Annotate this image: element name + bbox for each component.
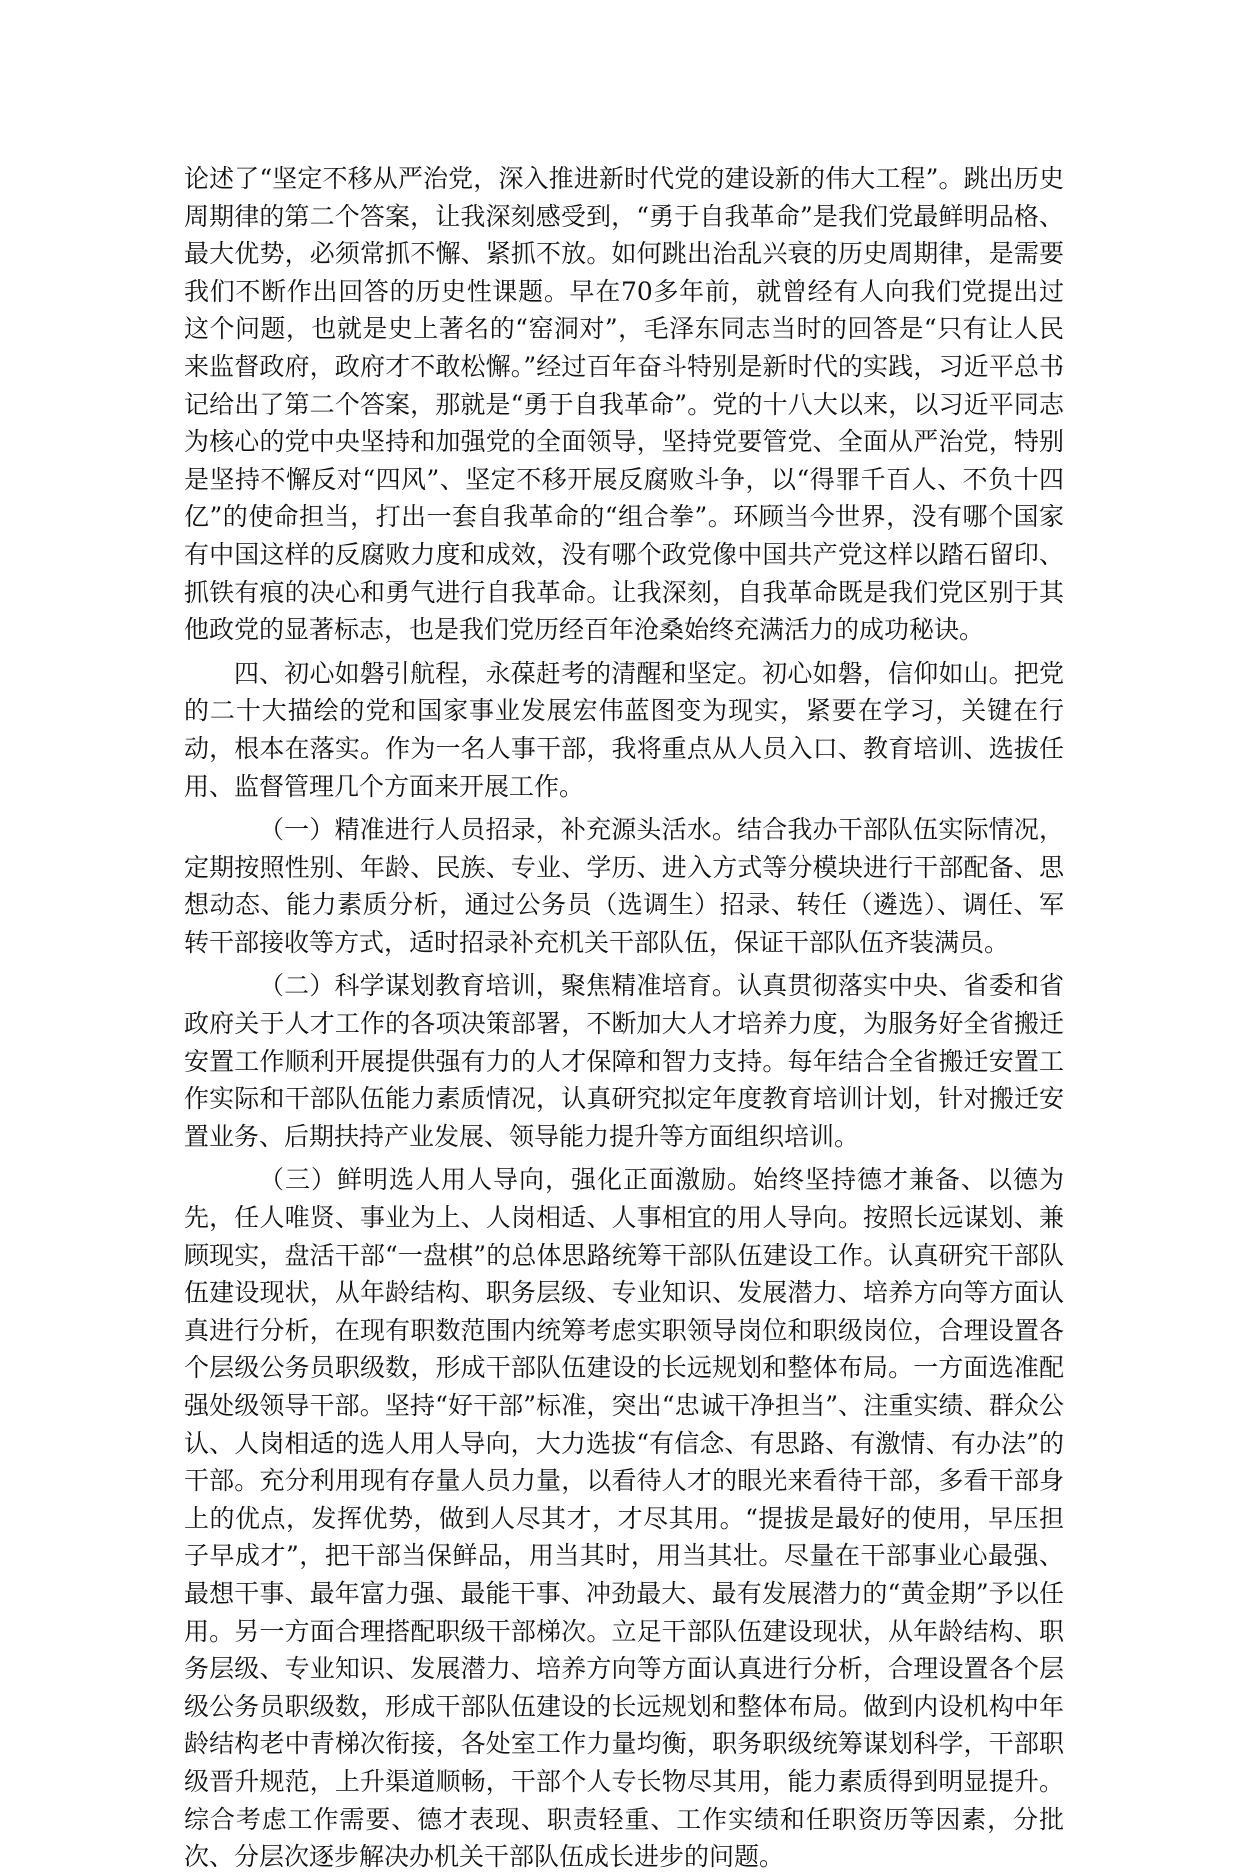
- paragraph-item-three: （三）鲜明选人用人导向，强化正面激励。始终坚持德才兼备、以德为先，任人唯贤、事业为上、人岗相适、人事相宜的用人导向。按照长远谋划、兼顾现实，盘活干部“一盘棋”的总体思路统筹干部队伍建设工作。认真研究干部队伍建设现状，从年龄结构、职务层级、专业知识、发展潜力、培养方向等方面认真进行分析，在现有职数范围内统筹考虑实职领导岗位和职级岗位，合理设置各个层级公务员职级数，形成干部队伍建设的长远规划和整体布局。一方面选准配强处级领导干部。坚持“好干部”标准，突出“忠诚干净担当”、注重实绩、群众公认、人岗相适的选人用人导向，大力选拔“有信念、有思路、有激情、有办法”的干部。充分利用现有存量人员力量，以看待人才的眼光来看待干部，多看干部身上的优点，发挥优势，做到人尽其才，才尽其用。“提拔是最好的使用，早压担子早成才”，把干部当保鲜品，用当其时，用当其壮。尽量在干部事业心最强、最想干事、最年富力强、最能干事、冲劲最大、最有发展潜力的“黄金期”予以任用。另一方面合理搭配职级干部梯次。立足干部队伍建设现状，从年龄结构、职务层级、专业知识、发展潜力、培养方向等方面认真进行分析，合理设置各个层级公务员职级数，形成干部队伍建设的长远规划和整体布局。做到内设机构中年龄结构老中青梯次衔接，各处室工作力量均衡，职务职级统筹谋划科学，干部职级晋升规范，上升渠道顺畅，干部个人专长物尽其用，能力素质得到明显提升。综合考虑工作需要、德才表现、职责轻重、工作实绩和任职资历等因素，分批次、分层次逐步解决办机关干部队伍成长进步的问题。: [184, 1165, 1064, 1872]
- paragraph-section-four: 四、初心如磐引航程，永葆赶考的清醒和坚定。初心如磐，信仰如山。把党的二十大描绘的党和国家事业发展宏伟蓝图变为现实，紧要在学习，关键在行动，根本在落实。作为一名人事干部，我将重点从人员入口、教育培训、选拔任用、监督管理几个方面来开展工作。: [184, 658, 1064, 801]
- paragraph-item-one: （一）精准进行人员招录，补充源头活水。结合我办干部队伍实际情况，定期按照性别、年龄、民族、专业、学历、进入方式等分模块进行干部配备、思想动态、能力素质分析，通过公务员（选调生）招录、转任（遴选）、调任、军转干部接收等方式，适时招录补充机关干部队伍，保证干部队伍齐装满员。: [184, 815, 1064, 957]
- paragraph-continued: 论述了“坚定不移从严治党，深入推进新时代党的建设新的伟大工程”。跳出历史周期律的第二个答案，让我深刻感受到，“勇于自我革命”是我们党最鲜明品格、最大优势，必须常抓不懈、紧抓不放。如何跳出治乱兴衰的历史周期律，是需要我们不断作出回答的历史性课题。早在70多年前，就曾经有人向我们党提出过这个问题，也就是史上著名的“窑洞对”，毛泽东同志当时的回答是“只有让人民来监督政府，政府才不敢松懈。”经过百年奋斗特别是新时代的实践，习近平总书记给出了第二个答案，那就是“勇于自我革命”。党的十八大以来，以习近平同志为核心的党中央坚持和加强党的全面领导，坚持党要管党、全面从严治党，特别是坚持不懈反对“四风”、坚定不移开展反腐败斗争，以“得罪千百人、不负十四亿”的使命担当，打出一套自我革命的“组合拳”。环顾当今世界，没有哪个国家有中国这样的反腐败力度和成效，没有哪个政党像中国共产党这样以踏石留印、抓铁有痕的决心和勇气进行自我革命。让我深刻，自我革命既是我们党区别于其他政党的显著标志，也是我们党历经百年沧桑始终充满活力的成功秘诀。: [184, 164, 1064, 645]
- document-page: [184, 160, 1064, 1876]
- paragraph-item-two: （二）科学谋划教育培训，聚焦精准培育。认真贯彻落实中央、省委和省政府关于人才工作的各项决策部署，不断加大人才培养力度，为服务好全省搬迁安置工作顺利开展提供强有力的人才保障和智力支持。每年结合全省搬迁安置工作实际和干部队伍能力素质情况，认真研究拟定年度教育培训计划，针对搬迁安置业务、后期扶持产业发展、领导能力提升等方面组织培训。: [184, 971, 1064, 1151]
